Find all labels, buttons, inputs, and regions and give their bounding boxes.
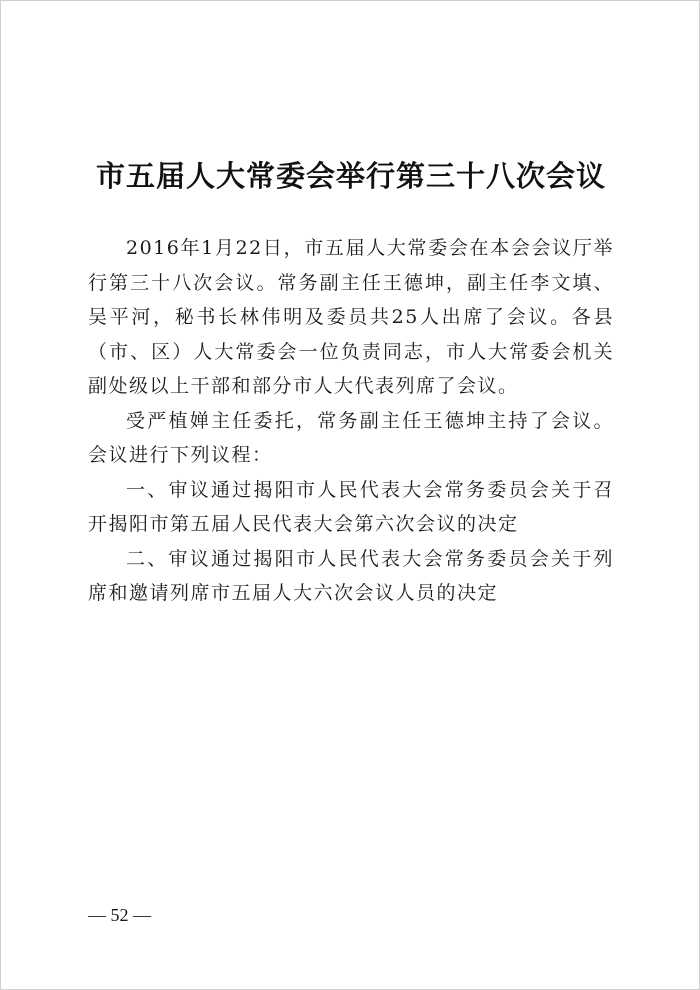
paragraph-agenda-item-1: 一、审议通过揭阳市人民代表大会常务委员会关于召开揭阳市第五届人民代表大会第六次会议的决定 xyxy=(88,478,614,535)
page-number: — 52 — xyxy=(88,905,151,925)
document-title: 市五届人大常委会举行第三十八次会议 xyxy=(95,159,606,193)
paragraph-meeting-info: 2016年1月22日，市五届人大常委会在本会会议厅举行第三十八次会议。常务副主任王德坤，副主任李文填、吴平河，秘书长林伟明及委员共25人出席了会议。各县（市、区）人大常委会一位负责同志，市人大常委会机关副处级以上干部和部分市人大代表列席了会议。 xyxy=(88,237,614,397)
document-body xyxy=(88,231,614,611)
paragraph-chair-agenda: 受严植婵主任委托，常务副主任王德坤主持了会议。会议进行下列议程： xyxy=(88,409,614,466)
paragraph-agenda-item-2: 二、审议通过揭阳市人民代表大会常务委员会关于列席和邀请列席市五届人大六次会议人员的决定 xyxy=(88,547,614,604)
